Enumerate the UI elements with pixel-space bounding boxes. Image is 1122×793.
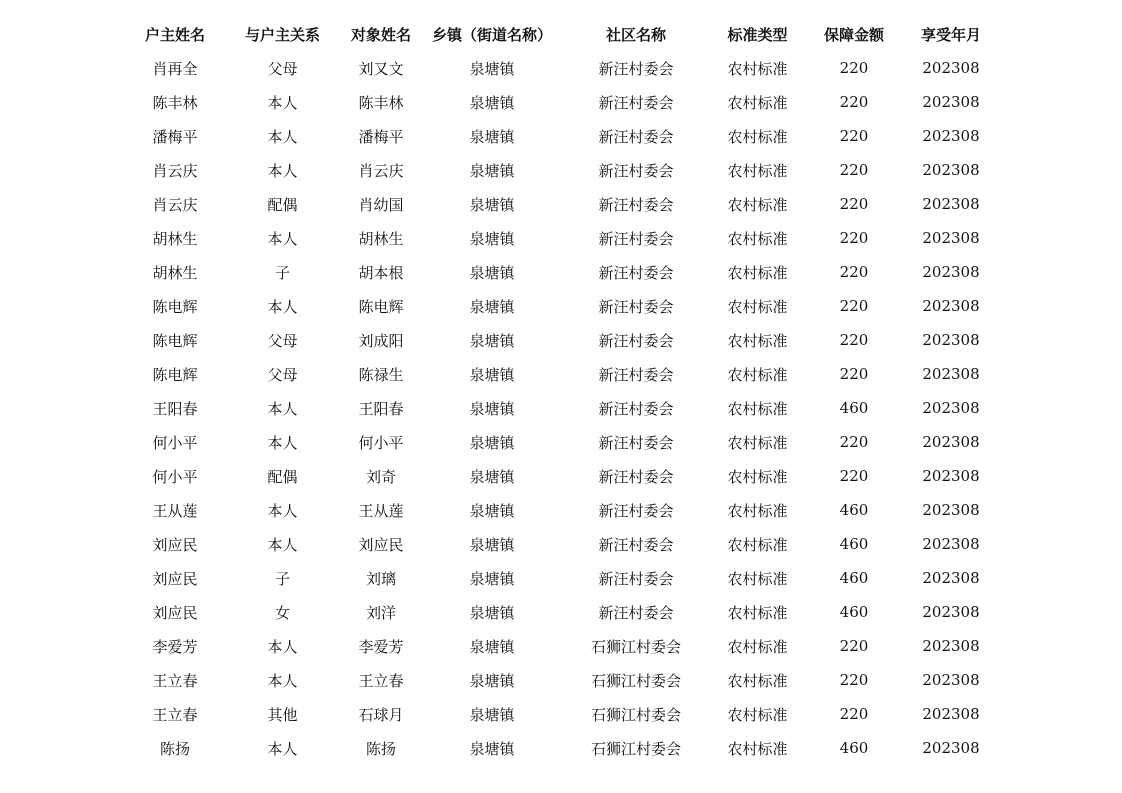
table-row	[125, 357, 999, 391]
cell-household-head-name: 何小平	[152, 467, 198, 486]
table-row	[125, 51, 999, 85]
cell-recipient-name: 王立春	[358, 671, 404, 690]
cell-community: 石狮江村委会	[590, 705, 681, 724]
cell-community: 新汪村委会	[598, 195, 674, 214]
cell-community: 新汪村委会	[598, 297, 674, 316]
cell-amount: 220	[839, 93, 869, 111]
cell-township: 泉塘镇	[469, 263, 515, 282]
cell-month: 202308	[922, 59, 980, 77]
cell-household-head-name: 刘应民	[152, 535, 198, 554]
table-row	[125, 289, 999, 323]
cell-community: 新汪村委会	[598, 535, 674, 554]
cell-relationship: 本人	[267, 93, 298, 112]
cell-month: 202308	[922, 467, 980, 485]
cell-month: 202308	[922, 161, 980, 179]
cell-township: 泉塘镇	[469, 331, 515, 350]
cell-month: 202308	[922, 501, 980, 519]
table-row	[125, 527, 999, 561]
cell-month: 202308	[922, 399, 980, 417]
cell-recipient-name: 刘成阳	[358, 331, 404, 350]
cell-township: 泉塘镇	[469, 365, 515, 384]
cell-household-head-name: 刘应民	[152, 603, 198, 622]
cell-community: 新汪村委会	[598, 399, 674, 418]
cell-township: 泉塘镇	[469, 739, 515, 758]
cell-month: 202308	[922, 637, 980, 655]
cell-recipient-name: 肖幼国	[358, 195, 404, 214]
cell-household-head-name: 王从莲	[152, 501, 198, 520]
cell-township: 泉塘镇	[469, 535, 515, 554]
cell-household-head-name: 肖云庆	[152, 195, 198, 214]
cell-standard-type: 农村标准	[727, 365, 788, 384]
table-row	[125, 85, 999, 119]
cell-community: 新汪村委会	[598, 59, 674, 78]
cell-relationship: 本人	[267, 637, 298, 656]
cell-household-head-name: 胡林生	[152, 263, 198, 282]
cell-relationship: 女	[274, 603, 290, 622]
table-row	[125, 697, 999, 731]
cell-standard-type: 农村标准	[727, 705, 788, 724]
header-recipient-name: 对象姓名	[350, 25, 411, 44]
cell-month: 202308	[922, 535, 980, 553]
cell-standard-type: 农村标准	[727, 297, 788, 316]
cell-standard-type: 农村标准	[727, 229, 788, 248]
table-row	[125, 391, 999, 425]
cell-township: 泉塘镇	[469, 93, 515, 112]
cell-household-head-name: 陈丰林	[152, 93, 198, 112]
header-township: 乡镇（街道名称）	[431, 25, 552, 44]
cell-amount: 220	[839, 365, 869, 383]
header-row	[125, 17, 999, 51]
table-row	[125, 221, 999, 255]
cell-standard-type: 农村标准	[727, 161, 788, 180]
cell-relationship: 本人	[267, 535, 298, 554]
cell-amount: 220	[839, 161, 869, 179]
cell-community: 新汪村委会	[598, 365, 674, 384]
cell-recipient-name: 肖云庆	[358, 161, 404, 180]
cell-recipient-name: 刘应民	[358, 535, 404, 554]
cell-household-head-name: 胡林生	[152, 229, 198, 248]
cell-township: 泉塘镇	[469, 229, 515, 248]
cell-household-head-name: 陈扬	[159, 739, 190, 758]
cell-amount: 460	[839, 399, 869, 417]
cell-standard-type: 农村标准	[727, 467, 788, 486]
cell-standard-type: 农村标准	[727, 331, 788, 350]
cell-relationship: 配偶	[267, 195, 298, 214]
cell-community: 新汪村委会	[598, 467, 674, 486]
cell-month: 202308	[922, 365, 980, 383]
cell-community: 新汪村委会	[598, 433, 674, 452]
cell-month: 202308	[922, 433, 980, 451]
cell-standard-type: 农村标准	[727, 569, 788, 588]
cell-amount: 220	[839, 59, 869, 77]
cell-household-head-name: 李爱芳	[152, 637, 198, 656]
cell-township: 泉塘镇	[469, 603, 515, 622]
cell-month: 202308	[922, 263, 980, 281]
cell-household-head-name: 王立春	[152, 705, 198, 724]
cell-recipient-name: 李爱芳	[358, 637, 404, 656]
cell-standard-type: 农村标准	[727, 127, 788, 146]
cell-recipient-name: 陈禄生	[358, 365, 404, 384]
cell-relationship: 本人	[267, 739, 298, 758]
cell-relationship: 本人	[267, 433, 298, 452]
cell-relationship: 配偶	[267, 467, 298, 486]
cell-month: 202308	[922, 671, 980, 689]
cell-amount: 220	[839, 263, 869, 281]
table-row	[125, 425, 999, 459]
cell-relationship: 本人	[267, 297, 298, 316]
cell-recipient-name: 刘又文	[358, 59, 404, 78]
cell-township: 泉塘镇	[469, 637, 515, 656]
cell-household-head-name: 陈电辉	[152, 365, 198, 384]
header-amount: 保障金额	[823, 25, 884, 44]
cell-standard-type: 农村标准	[727, 93, 788, 112]
cell-standard-type: 农村标准	[727, 263, 788, 282]
cell-recipient-name: 刘奇	[365, 467, 396, 486]
cell-relationship: 父母	[267, 59, 298, 78]
cell-household-head-name: 潘梅平	[152, 127, 198, 146]
cell-community: 新汪村委会	[598, 569, 674, 588]
cell-relationship: 本人	[267, 399, 298, 418]
cell-township: 泉塘镇	[469, 59, 515, 78]
cell-recipient-name: 潘梅平	[358, 127, 404, 146]
cell-month: 202308	[922, 569, 980, 587]
cell-household-head-name: 肖再全	[152, 59, 198, 78]
table-row	[125, 731, 999, 765]
cell-household-head-name: 陈电辉	[152, 297, 198, 316]
cell-township: 泉塘镇	[469, 569, 515, 588]
table-row	[125, 119, 999, 153]
cell-amount: 220	[839, 195, 869, 213]
cell-relationship: 本人	[267, 229, 298, 248]
cell-relationship: 本人	[267, 501, 298, 520]
table-row	[125, 595, 999, 629]
cell-amount: 460	[839, 569, 869, 587]
cell-township: 泉塘镇	[469, 671, 515, 690]
cell-amount: 220	[839, 705, 869, 723]
table-row	[125, 493, 999, 527]
cell-relationship: 子	[274, 263, 290, 282]
cell-standard-type: 农村标准	[727, 59, 788, 78]
cell-standard-type: 农村标准	[727, 637, 788, 656]
cell-recipient-name: 王从莲	[358, 501, 404, 520]
cell-township: 泉塘镇	[469, 127, 515, 146]
cell-household-head-name: 王阳春	[152, 399, 198, 418]
cell-amount: 220	[839, 433, 869, 451]
cell-recipient-name: 陈丰林	[358, 93, 404, 112]
cell-community: 石狮江村委会	[590, 671, 681, 690]
cell-community: 新汪村委会	[598, 93, 674, 112]
cell-month: 202308	[922, 297, 980, 315]
cell-standard-type: 农村标准	[727, 195, 788, 214]
cell-month: 202308	[922, 705, 980, 723]
cell-township: 泉塘镇	[469, 297, 515, 316]
header-standard-type: 标准类型	[727, 25, 788, 44]
header-household-head-name: 户主姓名	[144, 25, 205, 44]
cell-community: 石狮江村委会	[590, 739, 681, 758]
cell-amount: 220	[839, 467, 869, 485]
cell-standard-type: 农村标准	[727, 399, 788, 418]
cell-relationship: 本人	[267, 161, 298, 180]
table-row	[125, 187, 999, 221]
cell-relationship: 本人	[267, 127, 298, 146]
cell-amount: 460	[839, 603, 869, 621]
table-row	[125, 561, 999, 595]
cell-standard-type: 农村标准	[727, 603, 788, 622]
cell-community: 新汪村委会	[598, 127, 674, 146]
cell-amount: 220	[839, 637, 869, 655]
cell-amount: 220	[839, 671, 869, 689]
cell-community: 新汪村委会	[598, 161, 674, 180]
cell-community: 新汪村委会	[598, 603, 674, 622]
cell-relationship: 其他	[267, 705, 298, 724]
table-row	[125, 629, 999, 663]
cell-community: 新汪村委会	[598, 229, 674, 248]
cell-amount: 220	[839, 127, 869, 145]
cell-relationship: 父母	[267, 365, 298, 384]
cell-standard-type: 农村标准	[727, 739, 788, 758]
cell-month: 202308	[922, 331, 980, 349]
table-row	[125, 323, 999, 357]
cell-household-head-name: 刘应民	[152, 569, 198, 588]
cell-township: 泉塘镇	[469, 399, 515, 418]
cell-community: 新汪村委会	[598, 331, 674, 350]
cell-amount: 460	[839, 739, 869, 757]
cell-township: 泉塘镇	[469, 467, 515, 486]
table-row	[125, 153, 999, 187]
header-community: 社区名称	[605, 25, 666, 44]
cell-recipient-name: 石球月	[358, 705, 404, 724]
cell-standard-type: 农村标准	[727, 501, 788, 520]
cell-relationship: 本人	[267, 671, 298, 690]
header-relationship: 与户主关系	[244, 25, 320, 44]
cell-township: 泉塘镇	[469, 501, 515, 520]
cell-amount: 460	[839, 501, 869, 519]
cell-month: 202308	[922, 739, 980, 757]
cell-recipient-name: 王阳春	[358, 399, 404, 418]
cell-standard-type: 农村标准	[727, 433, 788, 452]
cell-relationship: 子	[274, 569, 290, 588]
cell-recipient-name: 胡林生	[358, 229, 404, 248]
cell-household-head-name: 何小平	[152, 433, 198, 452]
table-row	[125, 663, 999, 697]
cell-recipient-name: 何小平	[358, 433, 404, 452]
cell-township: 泉塘镇	[469, 161, 515, 180]
table-row	[125, 459, 999, 493]
cell-month: 202308	[922, 127, 980, 145]
table-header	[125, 17, 999, 51]
cell-month: 202308	[922, 229, 980, 247]
cell-household-head-name: 肖云庆	[152, 161, 198, 180]
cell-township: 泉塘镇	[469, 195, 515, 214]
cell-recipient-name: 陈电辉	[358, 297, 404, 316]
cell-month: 202308	[922, 603, 980, 621]
cell-relationship: 父母	[267, 331, 298, 350]
header-month: 享受年月	[920, 25, 981, 44]
cell-community: 新汪村委会	[598, 501, 674, 520]
cell-month: 202308	[922, 93, 980, 111]
cell-township: 泉塘镇	[469, 433, 515, 452]
cell-standard-type: 农村标准	[727, 535, 788, 554]
cell-community: 石狮江村委会	[590, 637, 681, 656]
table-body	[125, 51, 999, 765]
cell-community: 新汪村委会	[598, 263, 674, 282]
cell-household-head-name: 王立春	[152, 671, 198, 690]
cell-amount: 460	[839, 535, 869, 553]
beneficiary-table	[125, 17, 999, 765]
cell-recipient-name: 刘璃	[365, 569, 396, 588]
cell-township: 泉塘镇	[469, 705, 515, 724]
cell-recipient-name: 胡本根	[358, 263, 404, 282]
cell-amount: 220	[839, 331, 869, 349]
cell-recipient-name: 陈扬	[365, 739, 396, 758]
cell-household-head-name: 陈电辉	[152, 331, 198, 350]
cell-amount: 220	[839, 297, 869, 315]
cell-amount: 220	[839, 229, 869, 247]
table-row	[125, 255, 999, 289]
cell-month: 202308	[922, 195, 980, 213]
cell-recipient-name: 刘洋	[365, 603, 396, 622]
cell-standard-type: 农村标准	[727, 671, 788, 690]
